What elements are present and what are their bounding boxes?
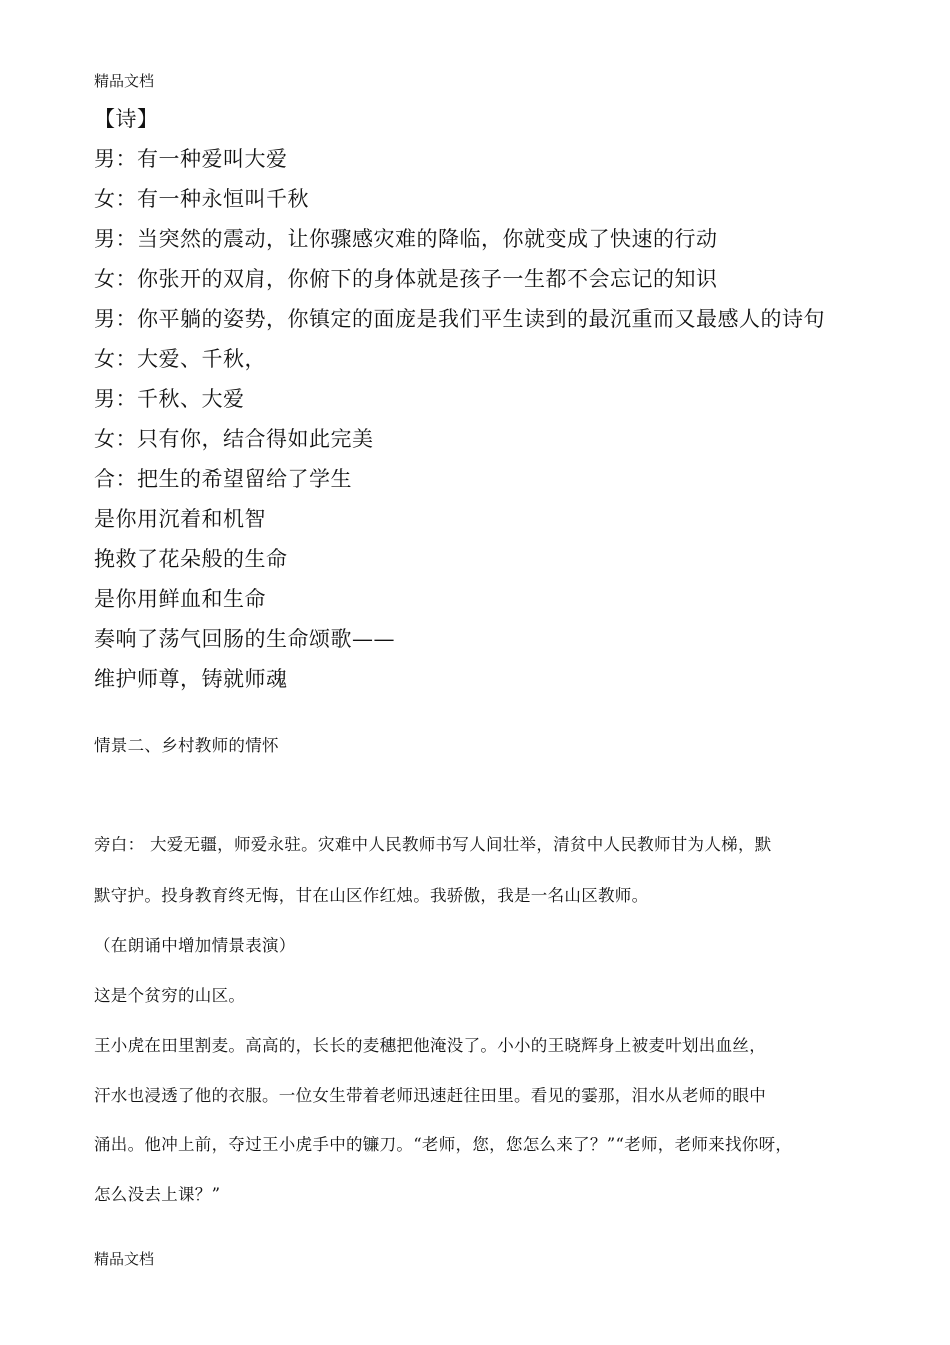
narration-line: 汗水也浸透了他的衣服。一位女生带着老师迅速赶往田里。看见的霎那，泪水从老师的眼中 [94, 1086, 766, 1105]
stage-direction: （在朗诵中增加情景表演） [94, 936, 296, 955]
section-title: 情景二、乡村教师的情怀 [94, 736, 279, 755]
poem-line: 是你用鲜血和生命 [94, 587, 266, 611]
poem-line: 合：把生的希望留给了学生 [94, 467, 352, 491]
poem-line: 女：大爱、千秋， [94, 347, 266, 371]
page-footer: 精品文档 [94, 1250, 155, 1268]
poem-line: 男：千秋、大爱 [94, 387, 245, 411]
poem-line: 女：有一种永恒叫千秋 [94, 187, 309, 211]
poem-line: 女：你张开的双肩，你俯下的身体就是孩子一生都不会忘记的知识 [94, 267, 718, 291]
poem-line: 维护师尊，铸就师魂 [94, 667, 288, 691]
page-header: 精品文档 [94, 72, 155, 90]
poem-line: 女：只有你，结合得如此完美 [94, 427, 374, 451]
poem-line: 男：有一种爱叫大爱 [94, 147, 288, 171]
narration-line: 旁白： 大爱无疆，师爱永驻。灾难中人民教师书写人间壮举，清贫中人民教师甘为人梯，默 [94, 835, 772, 854]
poem-line: 挽救了花朵般的生命 [94, 547, 288, 571]
narration-line: 默守护。投身教育终无悔，甘在山区作红烛。我骄傲，我是一名山区教师。 [94, 886, 649, 905]
poem-line: 男：当突然的震动，让你骤感灾难的降临，你就变成了快速的行动 [94, 227, 718, 251]
narration-line: 这是个贫穷的山区。 [94, 986, 246, 1005]
poem-line: 是你用沉着和机智 [94, 507, 266, 531]
narration-line: 涌出。他冲上前，夺过王小虎手中的镰刀。“老师，您，您怎么来了？”“老师，老师来找你呀， [94, 1135, 793, 1154]
narration-line: 王小虎在田里割麦。高高的，长长的麦穗把他淹没了。小小的王晓辉身上被麦叶划出血丝， [94, 1036, 766, 1055]
narration-line: 怎么没去上课？” [94, 1185, 221, 1204]
poem-line: 男：你平躺的姿势，你镇定的面庞是我们平生读到的最沉重而又最感人的诗句 [94, 307, 825, 331]
poem-heading: 【诗】 [94, 107, 159, 131]
poem-line: 奏响了荡气回肠的生命颂歌—— [94, 627, 395, 651]
